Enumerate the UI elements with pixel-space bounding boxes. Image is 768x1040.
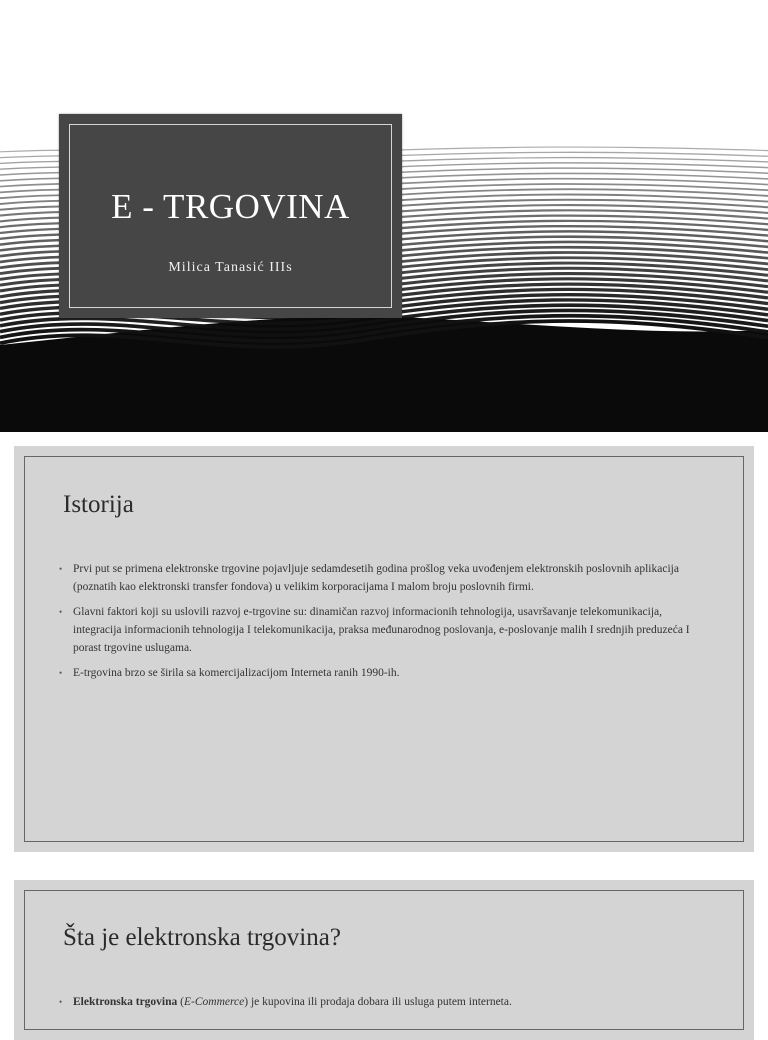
bullet-text: ) je kupovina ili prodaja dobara ili usluga putem interneta.: [244, 996, 512, 1008]
slide-istorija: [14, 446, 754, 852]
bullet-item: [59, 993, 699, 1011]
title-box-border: [69, 124, 392, 308]
bullet-dot-icon: •: [59, 607, 63, 617]
bullet-text: Glavni faktori koji su uslovili razvoj e-trgovine su: dinamičan razvoj informacionih tehnologija, usavršavanje telekomunikacija, integracija informacionih tehnologija I telekomunikacija, praksa međunarodnog poslovanja, e-poslovanje malih I srednjih preduzeća I porast trgovine uslugama.: [73, 606, 690, 654]
bullet-dot-icon: •: [59, 564, 63, 574]
wave-dark-base: [0, 316, 768, 432]
bullet-bold-term: Elektronska trgovina: [73, 996, 178, 1008]
bullet-list: [59, 993, 699, 1018]
slide-title: Šta je elektronska trgovina?: [63, 924, 341, 951]
presentation-author: Milica Tanasić IIIs: [168, 260, 293, 275]
bullet-item: [59, 664, 699, 682]
bullet-dot-icon: •: [59, 668, 63, 678]
bullet-list: [59, 560, 699, 689]
bullet-item: [59, 603, 699, 657]
bullet-item: [59, 560, 699, 596]
title-slide: [0, 0, 768, 432]
presentation-title: E - TRGOVINA: [111, 187, 350, 226]
slide-sta-je-elektronska-trgovina: [14, 880, 754, 1040]
bullet-text: (: [177, 996, 184, 1008]
bullet-text: Prvi put se primena elektronske trgovine pojavljuje sedamdesetih godina prošlog veka uvođenjem elektronskih poslovnih aplikacija (poznatih kao elektronski transfer fondova) u velikim korporacijama I malom broju poslovnih firmi.: [73, 563, 679, 593]
title-box: [59, 114, 402, 318]
bullet-text: E-trgovina brzo se širila sa komercijalizacijom Interneta ranih 1990-ih.: [73, 667, 400, 679]
slide-title: Istorija: [63, 491, 134, 518]
bullet-italic-term: E-Commerce: [183, 996, 245, 1008]
bullet-dot-icon: •: [59, 997, 63, 1007]
